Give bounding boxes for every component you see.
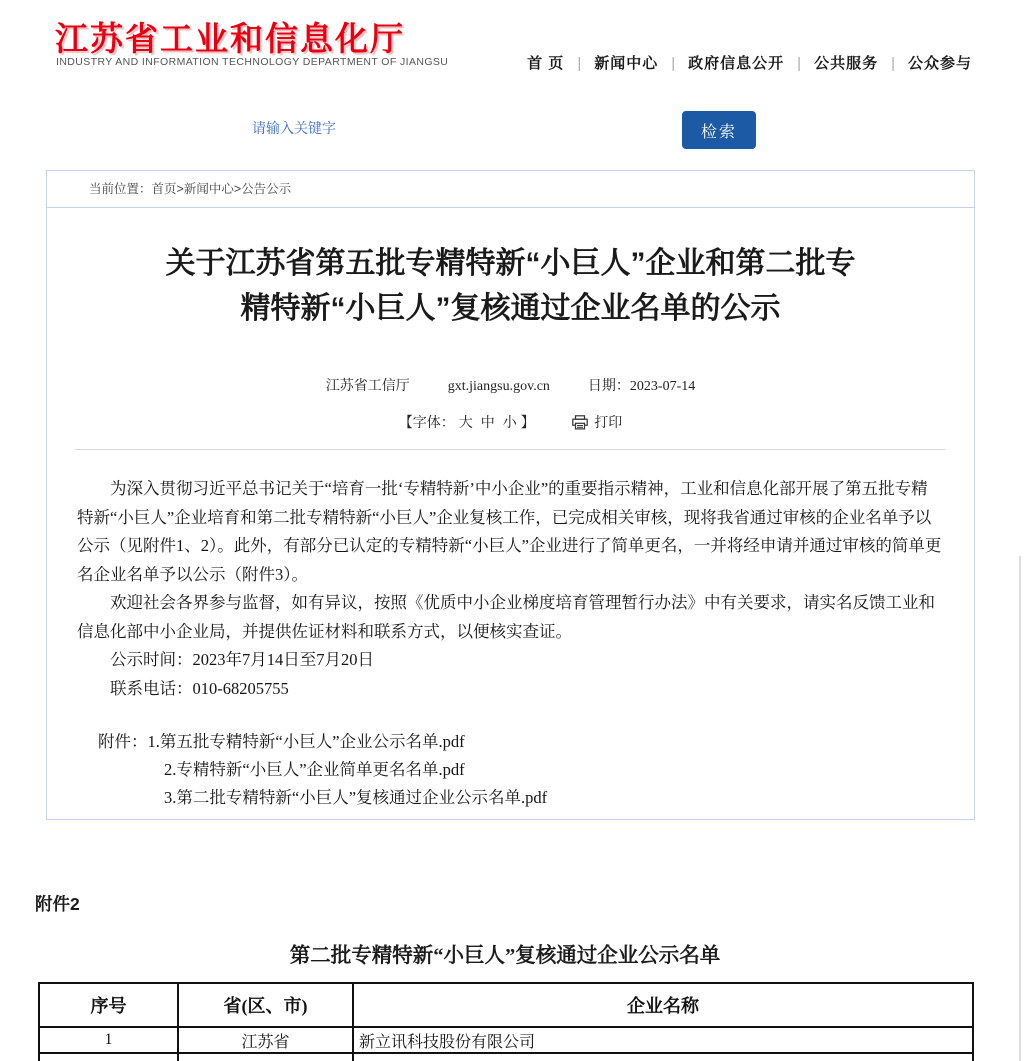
font-label-close: 】 — [520, 416, 535, 431]
attachments — [77, 728, 944, 812]
table-cell: 江苏省 — [178, 1027, 353, 1053]
font-size-2[interactable]: 中 — [480, 416, 495, 431]
nav-separator: | — [891, 55, 895, 72]
table-cell — [353, 1053, 973, 1061]
printer-icon — [572, 415, 588, 430]
table-row — [39, 1027, 973, 1053]
annex-table-body — [39, 1027, 973, 1061]
nav-separator: | — [797, 55, 802, 72]
annex-table-title: 第二批专精特新“小巨人”复核通过企业公示名单 — [289, 945, 721, 967]
article-date: 日期：2023-07-14 — [587, 379, 696, 394]
nav-separator: | — [671, 55, 676, 72]
table-cell — [39, 1053, 178, 1061]
article-meta — [47, 375, 974, 395]
article-paragraph: 为深入贯彻习近平总书记关于“培育一批‘专精特新’中小企业”的重要指示精神，工业和信息化部开展了第五批专精特新“小巨人”企业培育和第二批专精特新“小巨人”企业复核工作，已完成相关审核，现将我省通过审核的企业名单予以公示（见附件1、2）。此外，有部分已认定的专精特新“小巨人”企业进行了简单更名，一并将经申请并通过审核的简单更名企业名单予以公示（附件3）。 — [77, 479, 942, 584]
annex-table-header-row — [39, 983, 973, 1027]
article-title-line: 关于江苏省第五批专精特新“小巨人”企业和第二批专 — [165, 247, 856, 280]
article-paragraph: 欢迎社会各界参与监督，如有异议，按照《优质中小企业梯度培育管理暂行办法》中有关要求，请实名反馈工业和信息化部中小企业局，并提供佐证材料和联系方式，以便核实查证。 — [77, 593, 935, 641]
font-label-open: 【字体： — [398, 416, 455, 431]
attachment-link-1[interactable]: 1.第五批专精特新“小巨人”企业公示名单.pdf — [147, 732, 465, 751]
scrollbar-track[interactable] — [1019, 556, 1021, 1061]
table-header-cell: 序号 — [39, 983, 178, 1027]
attachments-label: 附件： — [98, 732, 148, 751]
attachment-row — [98, 728, 944, 756]
table-cell — [178, 1053, 353, 1061]
site-logo[interactable]: 江苏省工业和信息化厅 — [55, 20, 405, 57]
breadcrumb — [47, 171, 974, 208]
article-website: gxt.jiangsu.gov.cn — [447, 379, 550, 394]
font-size-1[interactable]: 大 — [458, 416, 473, 431]
table-row-partial — [39, 1053, 973, 1061]
article-source: 江苏省工信厅 — [325, 379, 410, 394]
font-size-links — [455, 416, 521, 431]
attachment-row — [98, 756, 944, 784]
annex-label: 附件2 — [35, 894, 80, 914]
article-toolbar — [47, 412, 974, 432]
search-button[interactable]: 检索 — [682, 111, 756, 149]
main-nav — [527, 52, 972, 73]
table-header-cell: 省(区、市) — [178, 983, 353, 1027]
article-container — [46, 170, 975, 820]
nav-item-5[interactable]: 公众参与 — [907, 55, 972, 72]
paragraphs — [77, 475, 944, 703]
article-title — [121, 241, 901, 331]
table-cell: 新立讯科技股份有限公司 — [353, 1027, 973, 1053]
nav-item-1[interactable]: 首 页 — [527, 55, 565, 72]
attachment-row — [98, 784, 944, 812]
attachment-link-2[interactable]: 2.专精特新“小巨人”企业简单更名名单.pdf — [164, 760, 465, 779]
attachment-link-3[interactable]: 3.第二批专精特新“小巨人”复核通过企业公示名单.pdf — [164, 788, 548, 807]
font-size-3[interactable]: 小 — [502, 416, 517, 431]
print-label: 打印 — [594, 416, 623, 431]
article-title-line: 精特新“小巨人”复核通过企业名单的公示 — [240, 292, 781, 325]
nav-item-2[interactable]: 新闻中心 — [594, 55, 659, 72]
article-paragraph: 公示时间：2023年7月14日至7月20日 — [110, 650, 374, 669]
table-cell: 1 — [39, 1027, 178, 1053]
annex-table — [38, 982, 974, 1061]
nav-separator: | — [577, 55, 582, 72]
article-paragraph: 联系电话：010-68205755 — [110, 678, 289, 698]
article-body — [47, 450, 974, 812]
breadcrumb-path[interactable]: 首页>新闻中心>公告公示 — [151, 182, 292, 196]
site-logo-subtitle: INDUSTRY AND INFORMATION TECHNOLOGY DEPARTMENT OF JIANGSU — [56, 56, 449, 68]
nav-item-4[interactable]: 公共服务 — [814, 55, 879, 72]
breadcrumb-label: 当前位置： — [89, 182, 152, 196]
nav-item-3[interactable]: 政府信息公开 — [688, 55, 785, 72]
search-input[interactable] — [252, 113, 642, 143]
print-button[interactable] — [572, 416, 622, 431]
table-header-cell: 企业名称 — [353, 983, 973, 1027]
